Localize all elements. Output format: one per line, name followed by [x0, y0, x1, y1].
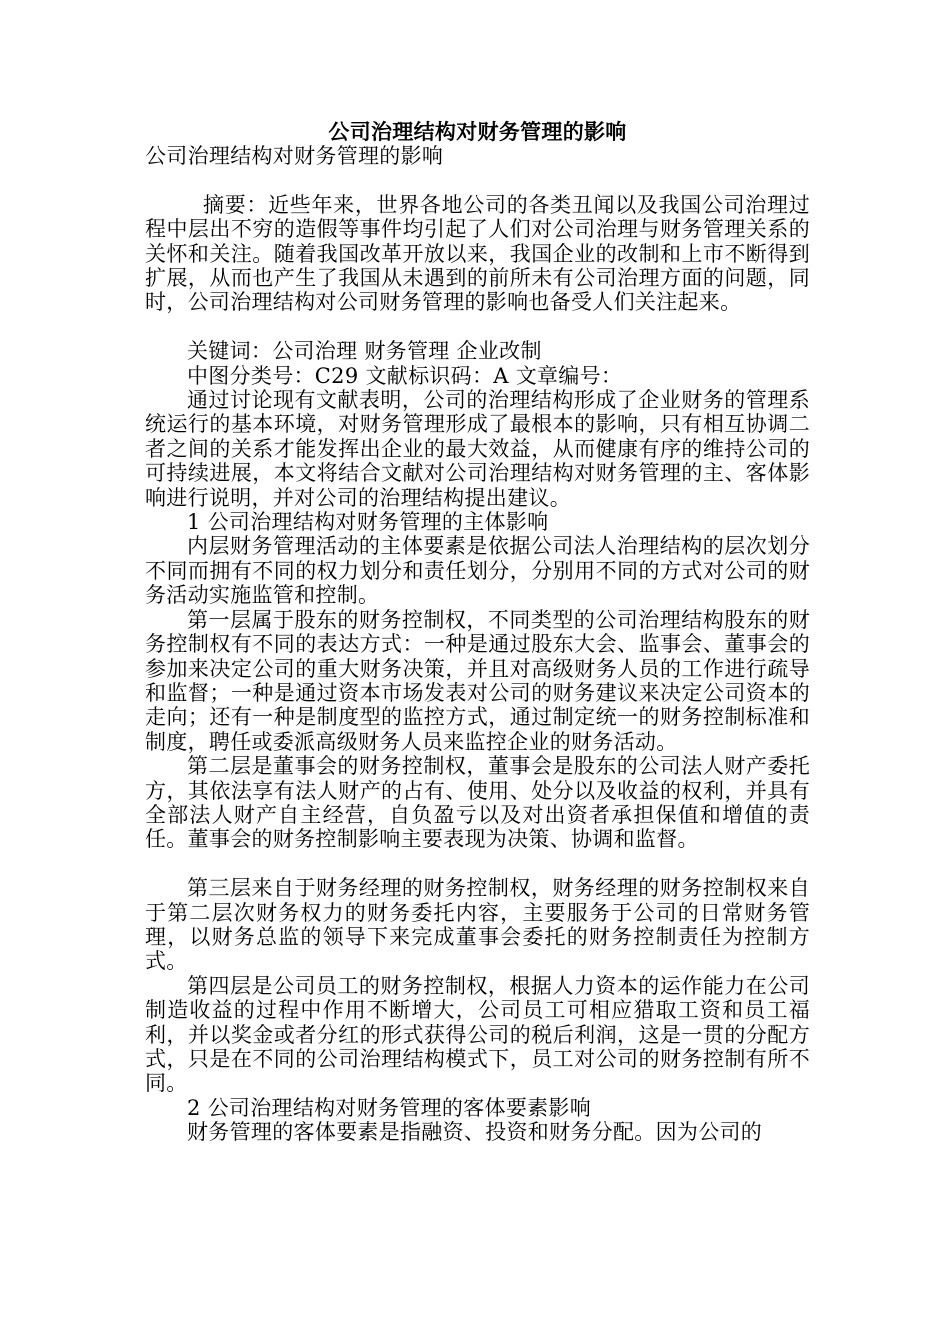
- section-1-paragraph: 第一层属于股东的财务控制权，不同类型的公司治理结构股东的财务控制权有不同的表达方式：一种是通过股东大会、监事会、董事会的参加来决定公司的重大财务决策，并且对高级财务人员的工作进行疏导和监督；一种是通过资本市场发表对公司的财务建议来决定公司资本的走向；还有一种是制度型的监控方式，通过制定统一的财务控制标准和制度，聘任或委派高级财务人员来监控企业的财务活动。: [145, 607, 810, 754]
- document-subtitle: 公司治理结构对财务管理的影响: [145, 144, 444, 168]
- keywords-line: 关键词：公司治理 财务管理 企业改制: [187, 339, 542, 364]
- abstract-paragraph: 摘要：近些年来，世界各地公司的各类丑闻以及我国公司治理过程中层出不穷的造假等事件均引起了人们对公司治理与财务管理关系的关怀和关注。随着我国改革开放以来，我国企业的改制和上市不断得到扩展，从而也产生了我国从未遇到的前所未有公司治理方面的问题，同时，公司治理结构对公司财务管理的影响也备受人们关注起来。: [145, 192, 810, 315]
- section-1-paragraph: 第三层来自于财务经理的财务控制权，财务经理的财务控制权来自于第二层次财务权力的财务委托内容，主要服务于公司的日常财务管理，以财务总监的领导下来完成董事会委托的财务控制责任为控制方式。: [145, 876, 810, 974]
- section-1-heading: 1 公司治理结构对财务管理的主体影响: [187, 510, 549, 535]
- blank-line: [145, 315, 810, 339]
- document-title: 公司治理结构对财务管理的影响: [328, 119, 627, 144]
- blank-line: [145, 168, 810, 192]
- classification-line: 中图分类号：C29 文献标识码：A 文章编号：: [187, 363, 623, 388]
- section-1-paragraph: 内层财务管理活动的主体要素是依据公司法人治理结构的层次划分不同而拥有不同的权力划分和责任划分，分别用不同的方式对公司的财务活动实施监管和控制。: [145, 534, 810, 608]
- section-2-heading: 2 公司治理结构对财务管理的客体要素影响: [187, 1095, 592, 1120]
- section-2-paragraph: 财务管理的客体要素是指融资、投资和财务分配。因为公司的: [187, 1120, 763, 1145]
- section-1-paragraph: 第二层是董事会的财务控制权，董事会是股东的公司法人财产委托方，其依法享有法人财产的占有、使用、处分以及收益的权利，并具有全部法人财产自主经营，自负盈亏以及对出资者承担保值和增值的责任。董事会的财务控制影响主要表现为决策、协调和监督。: [145, 754, 810, 852]
- section-1-paragraph: 第四层是公司员工的财务控制权，根据人力资本的运作能力在公司制造收益的过程中作用不断增大，公司员工可相应猎取工资和员工福利，并以奖金或者分红的形式获得公司的税后利润，这是一贯的分配方式，只是在不同的公司治理结构模式下，员工对公司的财务控制有所不同。: [145, 973, 810, 1096]
- blank-line: [145, 852, 810, 876]
- intro-paragraph: 通过讨论现有文献表明，公司的治理结构形成了企业财务的管理系统运行的基本环境，对财务管理形成了最根本的影响，只有相互协调二者之间的关系才能发挥出企业的最大效益，从而健康有序的维持公司的可持续进展，本文将结合文献对公司治理结构对财务管理的主、客体影响进行说明，并对公司的治理结构提出建议。: [145, 388, 810, 510]
- document-body: [145, 120, 810, 1145]
